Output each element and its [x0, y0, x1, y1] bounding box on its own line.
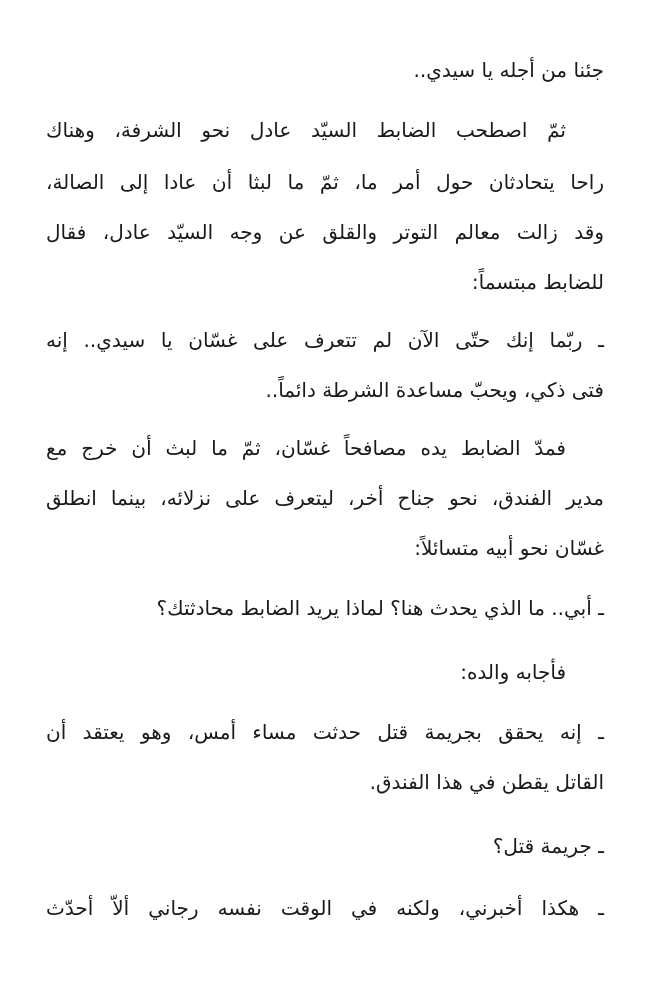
text-line-4: وقد زالت معالم التوتر والقلق عن وجه السيّد عادل، فقال: [46, 220, 604, 244]
text-line-2: ثمّ اصطحب الضابط السيّد عادل نحو الشرفة، وهناك: [46, 118, 566, 142]
text-line-13: ـ إنه يحقق بجريمة قتل حدثت مساء أمس، وهو يعتقد أن: [46, 720, 604, 744]
text-line-7: فتى ذكي، ويحبّ مساعدة الشرطة دائماً..: [265, 378, 604, 402]
text-line-14: القاتل يقطن في هذا الفندق.: [369, 770, 604, 794]
text-line-8: فمدّ الضابط يده مصافحاً غسّان، ثمّ ما لبث أن خرج مع: [46, 436, 566, 460]
text-line-6: ـ ربّما إنك حتّى الآن لم تتعرف على غسّان يا سيدي.. إنه: [46, 328, 604, 352]
text-line-3: راحا يتحادثان حول أمر ما، ثمّ ما لبثا أن عادا إلى الصالة،: [46, 170, 604, 194]
text-line-1: جئنا من أجله يا سيدي..: [413, 58, 604, 82]
text-line-16: ـ هكذا أخبرني، ولكنه في الوقت نفسه رجاني ألاّ أحدّث: [46, 896, 604, 920]
text-line-5: للضابط مبتسماً:: [471, 270, 604, 294]
text-line-15: ـ جريمة قتل؟: [492, 834, 604, 858]
text-line-10: غسّان نحو أبيه متسائلاً:: [414, 536, 604, 560]
text-line-11: ـ أبي.. ما الذي يحدث هنا؟ لماذا يريد الضابط محادثتك؟: [156, 596, 604, 620]
text-line-12: فأجابه والده:: [460, 660, 566, 684]
text-line-9: مدير الفندق، نحو جناح أخر، ليتعرف على نزلائه، بينما انطلق: [46, 486, 604, 510]
page-text: [46, 0, 604, 1000]
